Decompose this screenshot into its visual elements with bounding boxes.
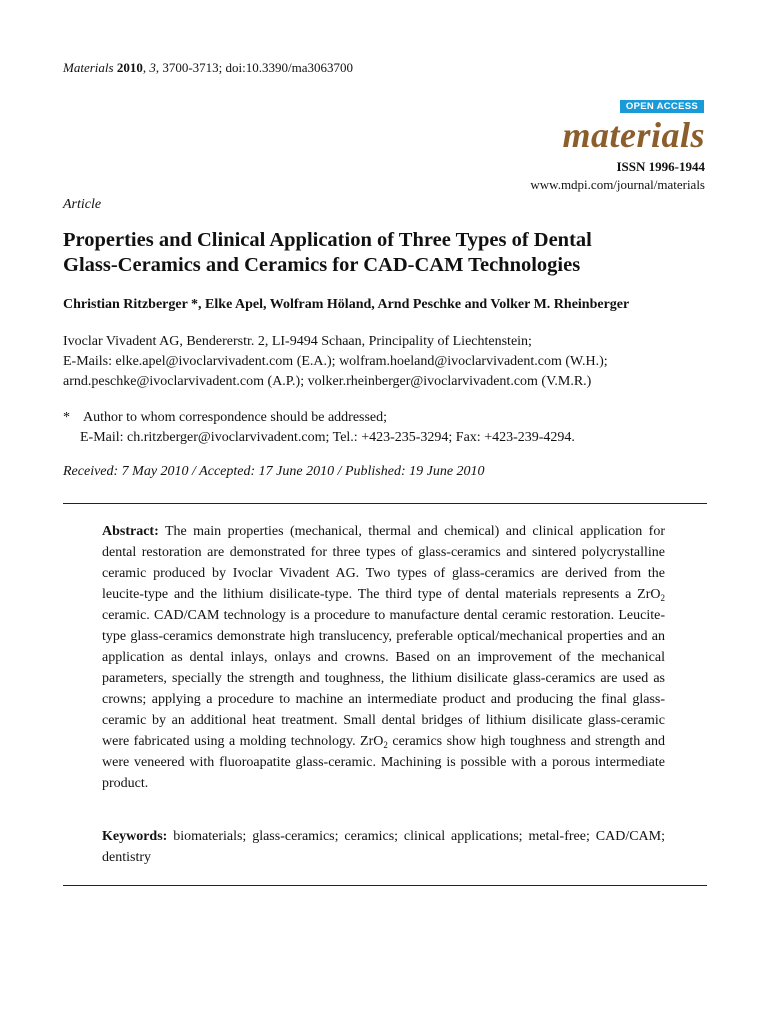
- keywords-label: Keywords:: [102, 829, 168, 844]
- affiliation-line-2: E-Mails: elke.apel@ivoclarvivadent.com (E.A.); wolfram.hoeland@ivoclarvivadent.com (W.H.);: [63, 354, 608, 369]
- correspondence-line-1: Author to whom correspondence should be addressed;: [83, 410, 388, 425]
- keywords-text: biomaterials; glass-ceramics; ceramics; clinical applications; metal-free; CAD/CAM; dentistry: [102, 829, 665, 865]
- abstract-text-3: ceramics show high toughness and strength and were veneered with fluoroapatite glass-ceramic. Machining is possible with a porous intermediate product.: [102, 734, 665, 791]
- abstract-text-2: ceramic. CAD/CAM technology is a procedure to manufacture dental ceramic restoration. Leucite-type glass-ceramics demonstrate high translucency, preferable optical/mechanical properties and an application as dental inlays, onlays and crowns. Based on an improvement of the mechanical parameters, specially the strength and toughness, the lithium disilicate glass-ceramics are used as crowns; applying a procedure to machine an intermediate product and producing the final glass-ceramic by an additional heat treatment. Small dental bridges of lithium disilicate glass-ceramic were fabricated using a molding technology. ZrO: [102, 608, 665, 749]
- abstract: [102, 521, 665, 794]
- correspondence-note: [63, 408, 723, 448]
- bottom-divider: [63, 885, 707, 886]
- citation-rest: , 3700-3713; doi:10.3390/ma3063700: [155, 60, 353, 75]
- citation-year: 2010: [116, 60, 143, 75]
- open-access-badge: OPEN ACCESS: [620, 100, 704, 113]
- author-list: Christian Ritzberger *, Elke Apel, Wolfram Höland, Arnd Peschke and Volker M. Rheinberger: [63, 297, 630, 312]
- publication-dates: Received: 7 May 2010 / Accepted: 17 June 2010 / Published: 19 June 2010: [63, 464, 485, 479]
- citation-journal: Materials: [63, 60, 114, 75]
- abstract-subscript-1: 2: [660, 593, 665, 603]
- title-line-1: Properties and Clinical Application of Three Types of Dental: [63, 229, 592, 251]
- citation-line: Materials 2010, 3, 3700-3713; doi:10.3390/ma3063700: [63, 60, 353, 75]
- correspondence-line-2: E-Mail: ch.ritzberger@ivoclarvivadent.com; Tel.: +423-235-3294; Fax: +423-239-4294.: [80, 430, 575, 445]
- journal-url[interactable]: www.mdpi.com/journal/materials: [530, 177, 705, 192]
- abstract-subscript-2: 2: [383, 740, 388, 750]
- paper-title: [63, 228, 713, 278]
- title-line-2: Glass-Ceramics and Ceramics for CAD-CAM Technologies: [63, 254, 581, 276]
- top-divider: [63, 503, 707, 504]
- article-type: Article: [63, 197, 102, 212]
- correspondence-star: *: [63, 410, 70, 425]
- affiliation-line-3: arnd.peschke@ivoclarvivadent.com (A.P.); volker.rheinberger@ivoclarvivadent.com (V.M.R.): [63, 374, 592, 389]
- affiliation-line-1: Ivoclar Vivadent AG, Bendererstr. 2, LI-9494 Schaan, Principality of Liechtenstein;: [63, 334, 532, 349]
- journal-logo: materials: [562, 115, 705, 155]
- keywords: [102, 826, 665, 868]
- abstract-text-1: The main properties (mechanical, thermal and chemical) and clinical application for dental restoration are demonstrated for three types of glass-ceramics and sintered polycrystalline ceramic produced by Ivoclar Vivadent AG. Two types of glass-ceramics are derived from the leucite-type and the lithium disilicate-type. The third type of dental materials represents a ZrO: [102, 524, 665, 602]
- affiliation: [63, 332, 723, 392]
- citation-volume: 3: [149, 60, 156, 75]
- abstract-label: Abstract:: [102, 524, 159, 539]
- issn: ISSN 1996-1944: [616, 159, 705, 174]
